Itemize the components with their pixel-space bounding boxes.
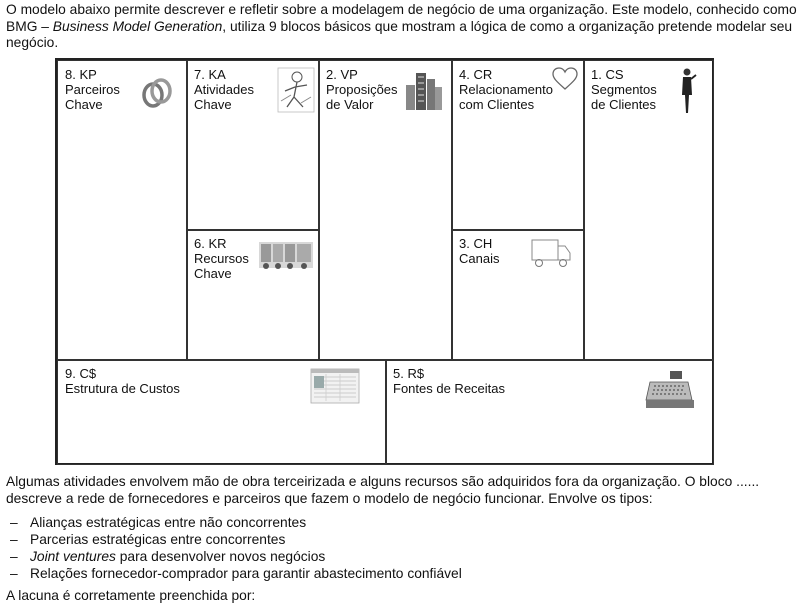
- list-item-text: Alianças estratégicas entre não concorrentes: [30, 515, 307, 530]
- list-item-text: Parcerias estratégicas entre concorrentes: [30, 532, 286, 547]
- final-prompt: A lacuna é corretamente preenchida por:: [6, 588, 256, 603]
- list-dash: –: [10, 515, 18, 530]
- block-key-activities: [186, 60, 320, 231]
- block-customer-relationships: [451, 60, 585, 231]
- block-customer-segments: [583, 60, 714, 361]
- intro-italic: Business Model Generation: [52, 18, 223, 34]
- block-revenue-streams: [385, 359, 714, 465]
- list-item: [10, 531, 462, 548]
- block-value-propositions: [318, 60, 453, 361]
- block-label: de Valor: [326, 97, 374, 112]
- block-label: com Clientes: [459, 97, 535, 112]
- list-dash: –: [10, 566, 18, 581]
- intro-text-2: , utiliza 9 blocos básicos que mostram a lógica de como a organização pretende modelar seu negócio.: [6, 18, 793, 50]
- list-item-text: para desenvolver novos negócios: [115, 549, 326, 564]
- buildings-icon: [404, 69, 444, 111]
- cash-register-icon: [644, 370, 696, 410]
- intro-text-1: O modelo abaixo permite descrever e refletir sobre a modelagem de negócio de uma organização. Este modelo, conhecido como BMG –: [6, 2, 797, 34]
- question-paragraph: Algumas atividades envolvem mão de obra terceirizada e alguns recursos são adquiridos fora da organização. O bloco ...... descreve a rede de fornecedores e parceiros que fazem o modelo de negócio funcionar. Envolve os tipos:: [6, 474, 760, 506]
- worker-icon: [277, 67, 315, 113]
- types-list: [10, 514, 462, 582]
- list-item-text: Relações fornecedor-comprador para garantir abastecimento confiável: [30, 566, 462, 581]
- block-code: 2. VP: [326, 67, 358, 82]
- block-label: Recursos: [194, 251, 249, 266]
- person-icon: [676, 67, 698, 115]
- block-cost-structure: [57, 359, 387, 465]
- block-code: 3. CH: [459, 236, 493, 251]
- spreadsheet-icon: [310, 368, 360, 404]
- list-item: [10, 548, 462, 565]
- block-key-partners: [57, 60, 188, 361]
- block-label: Canais: [459, 251, 500, 266]
- block-label: de Clientes: [591, 97, 657, 112]
- block-label: Chave: [65, 97, 103, 112]
- list-item-italic: Joint ventures: [30, 549, 116, 564]
- block-label: Chave: [194, 97, 232, 112]
- block-code: 5. R$: [393, 366, 425, 381]
- block-channels: [451, 229, 585, 361]
- list-item: [10, 565, 462, 582]
- block-label: Proposições: [326, 82, 398, 97]
- block-label: Estrutura de Custos: [65, 381, 180, 396]
- block-code: 6. KR: [194, 236, 227, 251]
- list-item: [10, 514, 462, 531]
- block-code: 7. KA: [194, 67, 226, 82]
- heart-icon: [552, 67, 578, 91]
- trucks-icon: [257, 238, 315, 274]
- block-label: Parceiros: [65, 82, 120, 97]
- block-code: 9. C$: [65, 366, 97, 381]
- block-code: 4. CR: [459, 67, 493, 82]
- block-label: Segmentos: [591, 82, 657, 97]
- block-label: Atividades: [194, 82, 254, 97]
- block-key-resources: [186, 229, 320, 361]
- block-code: 1. CS: [591, 67, 624, 82]
- list-dash: –: [10, 549, 18, 564]
- list-dash: –: [10, 532, 18, 547]
- block-label: Fontes de Receitas: [393, 381, 506, 396]
- intro-paragraph: [6, 2, 798, 52]
- block-code: 8. KP: [65, 67, 97, 82]
- block-label: Relacionamento: [459, 82, 553, 97]
- block-label: Chave: [194, 266, 232, 281]
- rings-icon: [140, 77, 174, 109]
- business-model-canvas: [55, 58, 714, 465]
- truck-icon: [530, 236, 572, 270]
